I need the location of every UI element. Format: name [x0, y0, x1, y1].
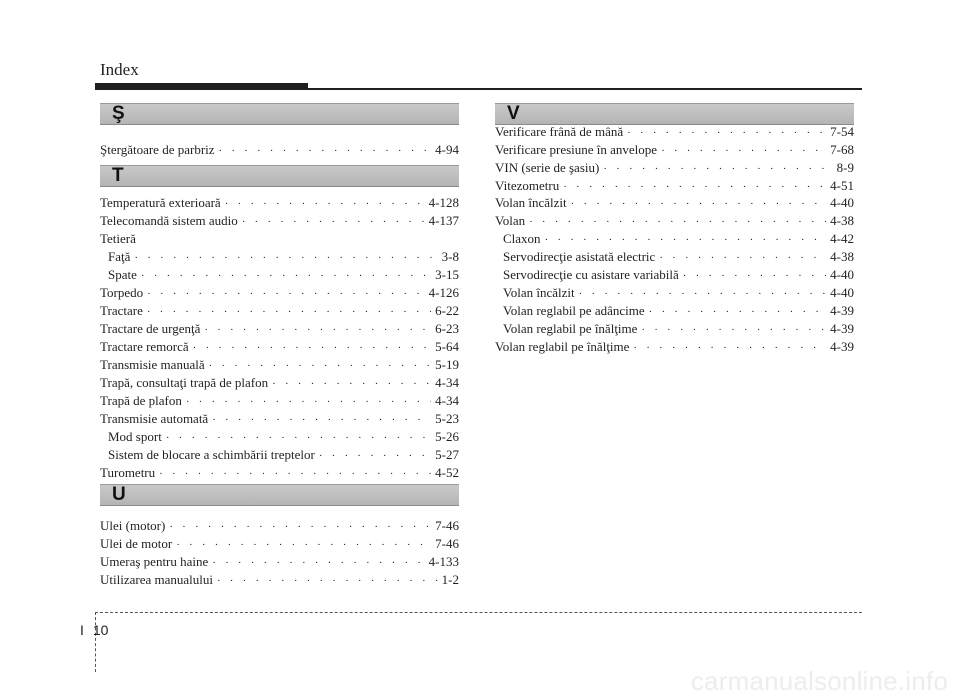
- entry-label: Tractare de urgenţă: [100, 321, 201, 336]
- entry-page: 4-133: [428, 554, 459, 569]
- footer-vertical-rule: [95, 612, 96, 672]
- dot-leader: [147, 285, 425, 303]
- index-entry: [495, 212, 854, 230]
- entry-label: Telecomandă sistem audio: [100, 213, 238, 228]
- index-subentry: [495, 284, 854, 302]
- index-entry: [100, 464, 459, 482]
- index-entry: [495, 159, 854, 177]
- entry-label: Trapă de plafon: [100, 393, 182, 408]
- entry-page: 5-19: [435, 357, 459, 372]
- entry-page: 4-51: [830, 178, 854, 193]
- entry-label: Utilizarea manualului: [100, 572, 213, 587]
- entry-page: 3-8: [441, 249, 459, 264]
- entry-label: Transmisie manuală: [100, 357, 205, 372]
- section-letter: Ş: [112, 103, 125, 124]
- dot-leader: [217, 572, 438, 590]
- index-subentry: [100, 428, 459, 446]
- entry-page: 4-94: [435, 142, 459, 157]
- index-subentry: [495, 320, 854, 338]
- section-header-u: [100, 484, 459, 506]
- dot-leader: [571, 195, 827, 213]
- dot-leader: [272, 375, 431, 393]
- entry-page: 4-38: [830, 249, 854, 264]
- entry-page: 4-34: [435, 375, 459, 390]
- entry-page: 7-46: [435, 536, 459, 551]
- dot-leader: [633, 339, 826, 357]
- index-entry: [100, 535, 459, 553]
- entry-page: 3-15: [435, 267, 459, 282]
- entry-page: 4-40: [830, 285, 854, 300]
- entry-page: 4-128: [428, 195, 459, 210]
- dot-leader: [545, 231, 827, 249]
- section-header-s-comma: [100, 103, 459, 125]
- entry-page: 4-40: [830, 195, 854, 210]
- entry-label: Trapă, consultaţi trapă de plafon: [100, 375, 269, 390]
- entry-page: 5-64: [435, 339, 459, 354]
- dot-leader: [641, 321, 826, 339]
- section-letter: V: [507, 103, 520, 124]
- entry-label: Volan reglabil pe adâncime: [503, 303, 645, 318]
- index-subentry: [495, 230, 854, 248]
- index-entry: [495, 194, 854, 212]
- entry-label: Volan încălzit: [503, 285, 575, 300]
- entry-label: Vitezometru: [495, 178, 560, 193]
- entry-page: 7-46: [435, 518, 459, 533]
- dot-leader: [212, 411, 431, 429]
- dot-leader: [579, 285, 827, 303]
- section-letter: U: [112, 484, 126, 505]
- index-entry: [100, 410, 459, 428]
- index-entry: [100, 194, 459, 212]
- index-subentry: [100, 446, 459, 464]
- dot-leader: [169, 518, 431, 536]
- entry-label: Spate: [108, 267, 137, 282]
- entry-page: 5-26: [435, 429, 459, 444]
- index-entry: [495, 123, 854, 141]
- entry-label: Temperatură exterioară: [100, 195, 221, 210]
- index-entry: [100, 392, 459, 410]
- dot-leader: [147, 303, 431, 321]
- entry-page: 4-42: [830, 231, 854, 246]
- dot-leader: [683, 267, 826, 285]
- dot-leader: [186, 393, 431, 411]
- entry-label: VIN (serie de şasiu): [495, 160, 600, 175]
- entry-label: Volan reglabil pe înălţime: [495, 339, 630, 354]
- entry-page: 4-52: [435, 465, 459, 480]
- dot-leader: [209, 357, 432, 375]
- index-entry: [100, 302, 459, 320]
- entry-page: 4-39: [830, 303, 854, 318]
- entry-label: Faţă: [108, 249, 131, 264]
- entry-label: Torpedo: [100, 285, 144, 300]
- dot-leader: [204, 321, 431, 339]
- entry-page: 4-34: [435, 393, 459, 408]
- entry-page: 7-54: [830, 124, 854, 139]
- entry-page: 5-23: [435, 411, 459, 426]
- entry-label: Volan: [495, 213, 526, 228]
- footer-rule: [95, 612, 862, 613]
- entry-label: Verificare frână de mână: [495, 124, 624, 139]
- index-entry: [495, 338, 854, 356]
- entry-label: Transmisie automată: [100, 411, 209, 426]
- dot-leader: [529, 213, 826, 231]
- index-subentry: [100, 266, 459, 284]
- index-subentry: [495, 266, 854, 284]
- dot-leader: [661, 142, 826, 160]
- entry-page: 7-68: [830, 142, 854, 157]
- section-header-t: [100, 165, 459, 187]
- dot-leader: [176, 536, 431, 554]
- entry-page: 4-39: [830, 321, 854, 336]
- entry-label: Umeraş pentru haine: [100, 554, 209, 569]
- dot-leader: [603, 160, 832, 178]
- entry-label: Ulei de motor: [100, 536, 173, 551]
- index-entry: [100, 571, 459, 589]
- entry-page: 6-22: [435, 303, 459, 318]
- index-entry: [100, 338, 459, 356]
- entry-label: Servodirecţie asistată electric: [503, 249, 656, 264]
- entry-label: Turometru: [100, 465, 156, 480]
- index-entry: [100, 374, 459, 392]
- entry-page: 1-2: [441, 572, 459, 587]
- entry-page: 4-40: [830, 267, 854, 282]
- section-letter: T: [112, 165, 124, 186]
- index-entry: [495, 141, 854, 159]
- entry-label: Volan încălzit: [495, 195, 567, 210]
- dot-leader: [627, 124, 826, 142]
- entry-label: Servodirecţie cu asistare variabilă: [503, 267, 679, 282]
- index-entry: [100, 230, 459, 248]
- index-entry: [100, 141, 459, 159]
- dot-leader: [166, 429, 431, 447]
- dot-leader: [659, 249, 826, 267]
- dot-leader: [225, 195, 425, 213]
- header-rule-thin: [95, 88, 862, 90]
- watermark: carmanualsonline.info: [690, 666, 948, 696]
- dot-leader: [242, 213, 425, 231]
- dot-leader: [159, 465, 431, 483]
- entry-label: Ulei (motor): [100, 518, 166, 533]
- entry-label: Sistem de blocare a schimbării treptelor: [108, 447, 315, 462]
- entry-page: 4-137: [428, 213, 459, 228]
- dot-leader: [219, 142, 432, 160]
- dot-leader: [141, 267, 431, 285]
- index-entry: [100, 553, 459, 571]
- entry-page: 6-23: [435, 321, 459, 336]
- index-entry: [100, 517, 459, 535]
- index-entry: [495, 177, 854, 195]
- dot-leader: [649, 303, 827, 321]
- dot-leader: [319, 447, 431, 465]
- entry-page: 8-9: [836, 160, 854, 175]
- index-subentry: [495, 248, 854, 266]
- page-title: Index: [100, 60, 139, 79]
- entry-page: 4-126: [428, 285, 459, 300]
- entry-label: Volan reglabil pe înălţime: [503, 321, 638, 336]
- dot-leader: [193, 339, 431, 357]
- entry-label: Tractare: [100, 303, 143, 318]
- index-entry: [100, 284, 459, 302]
- index-subentry: [100, 248, 459, 266]
- index-subentry: [495, 302, 854, 320]
- entry-page: 5-27: [435, 447, 459, 462]
- entry-label: Tetieră: [100, 231, 136, 246]
- entry-label: Tractare remorcă: [100, 339, 189, 354]
- entry-label: Claxon: [503, 231, 541, 246]
- index-entry: [100, 320, 459, 338]
- dot-leader: [212, 554, 424, 572]
- entry-page: 4-38: [830, 213, 854, 228]
- dot-leader: [134, 249, 437, 267]
- entry-label: Ştergătoare de parbriz: [100, 142, 215, 157]
- entry-label: Verificare presiune în anvelope: [495, 142, 658, 157]
- entry-label: Mod sport: [108, 429, 162, 444]
- entry-page: 4-39: [830, 339, 854, 354]
- chapter-letter: I: [80, 622, 84, 638]
- section-header-v: [495, 103, 854, 125]
- index-entry: [100, 356, 459, 374]
- page-number: [80, 622, 108, 638]
- page-number-value: 10: [92, 622, 109, 638]
- index-entry: [100, 212, 459, 230]
